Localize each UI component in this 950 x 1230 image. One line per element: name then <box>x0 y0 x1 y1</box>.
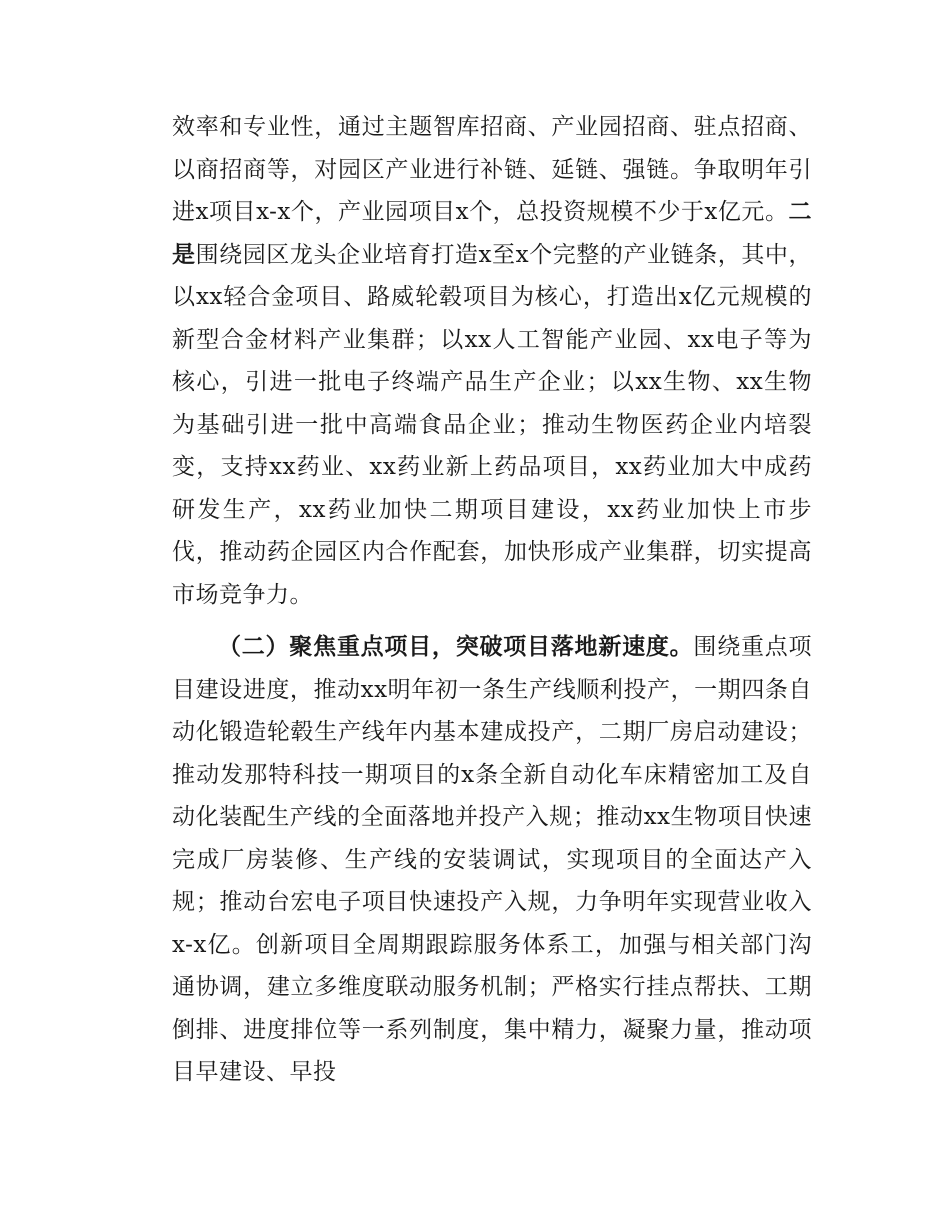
paragraph-2-body: 围绕重点项目建设进度，推动xx明年初一条生产线顺利投产，一期四条自动化锻造轮毂生产线年内基本建成投产，二期厂房启动建设；推动发那特科技一期项目的x条全新自动化车床精密加工及自动化装配生产线的全面落地并投产入规；推动xx生物项目快速完成厂房装修、生产线的安装调试，实现项目的全面达产入规；推动台宏电子项目快速投产入规，力争明年实现营业收入x-x亿。创新项目全周期跟踪服务体系工，加强与相关部门沟通协调，建立多维度联动服务机制；严格实行挂点帮扶、工期倒排、进度排位等一系列制度，集中精力，凝聚力量，推动项目早建设、早投 <box>172 634 813 1085</box>
section-heading: （二）聚焦重点项目，突破项目落地新速度。 <box>218 634 694 660</box>
paragraph-2 <box>172 626 812 1094</box>
paragraph-1 <box>172 106 812 616</box>
paragraph-1-text-a: 效率和专业性，通过主题智库招商、产业园招商、驻点招商、以商招商等，对园区产业进行补链、延链、强链。争取明年引进x项目x-x个，产业园项目x个，总投资规模不少于x亿元。 <box>172 114 812 225</box>
document-body <box>172 106 812 1094</box>
paragraph-1-text-b: 围绕园区龙头企业培育打造x至x个完整的产业链条，其中，以xx轻合金项目、路威轮毂项目为核心，打造出x亿元规模的新型合金材料产业集群；以xx人工智能产业园、xx电子等为核心，引进一批电子终端产品生产企业；以xx生物、xx生物为基础引进一批中高端食品企业；推动生物医药企业内培裂变，支持xx药业、xx药业新上药品项目，xx药业加大中成药研发生产，xx药业加快二期项目建设，xx药业加快上市步伐，推动药企园区内合作配套，加快形成产业集群，切实提高市场竞争力。 <box>172 241 812 608</box>
paragraph-1-bold-marker: 二是 <box>172 199 812 268</box>
